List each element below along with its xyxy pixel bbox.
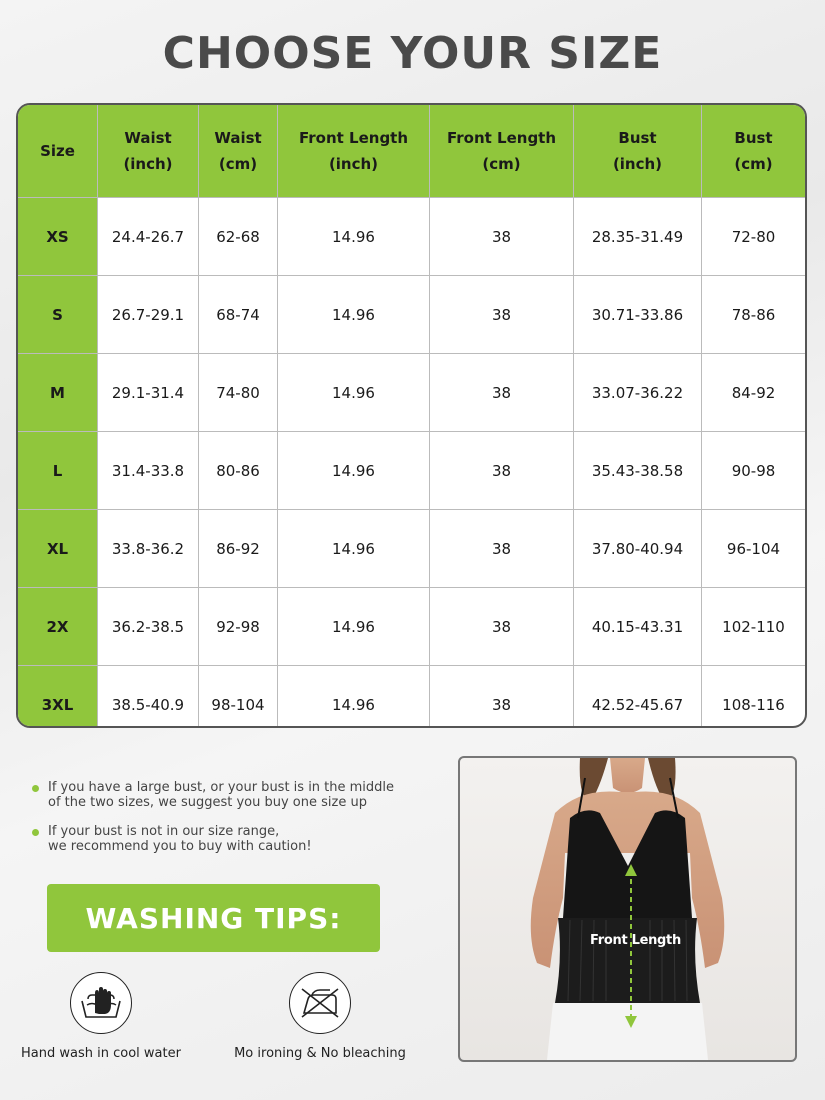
table-cell: 33.07-36.22 [574,354,702,432]
table-cell: 102-110 [702,588,806,666]
table-cell: 14.96 [278,588,430,666]
washing-tips-banner: WASHING TIPS: [47,884,380,952]
size-cell: XS [18,198,98,276]
table-cell: 28.35-31.49 [574,198,702,276]
hand-wash-label: Hand wash in cool water [21,1046,181,1061]
table-row [18,354,805,432]
table-cell: 62-68 [199,198,278,276]
table-cell: 42.52-45.67 [574,666,702,729]
size-tips [32,780,442,868]
no-iron-care [228,972,412,1061]
header-waist-inch: Waist (inch) [98,105,199,198]
table-cell: 74-80 [199,354,278,432]
table-cell: 38 [430,198,574,276]
table-row [18,432,805,510]
table-cell: 14.96 [278,510,430,588]
table-header-row [18,105,805,198]
bullet-icon [32,785,39,792]
tip-item [32,824,442,854]
table-cell: 38 [430,666,574,729]
tip-line: of the two sizes, we suggest you buy one size up [48,795,367,810]
hand-wash-icon [70,972,132,1034]
table-row [18,276,805,354]
no-iron-icon [289,972,351,1034]
header-front-length-cm: Front Length (cm) [430,105,574,198]
table-cell: 38 [430,432,574,510]
table-cell: 78-86 [702,276,806,354]
table-row [18,588,805,666]
table-cell: 35.43-38.58 [574,432,702,510]
tip-line: If your bust is not in our size range, [48,824,280,839]
table-cell: 14.96 [278,354,430,432]
table-cell: 38 [430,588,574,666]
table-cell: 108-116 [702,666,806,729]
page-title: CHOOSE YOUR SIZE [162,28,663,79]
table-cell: 98-104 [199,666,278,729]
size-cell: S [18,276,98,354]
table-cell: 38 [430,276,574,354]
front-length-label: Front Length [590,933,681,948]
table-cell: 29.1-31.4 [98,354,199,432]
header-size: Size [18,105,98,198]
size-chart-table [16,103,807,728]
hand-wash-care [18,972,184,1061]
table-cell: 31.4-33.8 [98,432,199,510]
table-cell: 36.2-38.5 [98,588,199,666]
table-cell: 14.96 [278,198,430,276]
table-cell: 96-104 [702,510,806,588]
no-iron-label: Mo ironing & No bleaching [234,1046,406,1061]
table-cell: 37.80-40.94 [574,510,702,588]
product-photo [458,756,797,1062]
size-cell: M [18,354,98,432]
table-cell: 84-92 [702,354,806,432]
tip-line: we recommend you to buy with caution! [48,839,312,854]
table-cell: 14.96 [278,276,430,354]
table-cell: 14.96 [278,666,430,729]
table-cell: 38.5-40.9 [98,666,199,729]
table-cell: 26.7-29.1 [98,276,199,354]
header-waist-cm: Waist (cm) [199,105,278,198]
header-bust-cm: Bust (cm) [702,105,806,198]
table-cell: 86-92 [199,510,278,588]
header-bust-inch: Bust (inch) [574,105,702,198]
table-cell: 30.71-33.86 [574,276,702,354]
size-cell: 3XL [18,666,98,729]
tip-line: If you have a large bust, or your bust is in the middle [48,780,395,795]
table-cell: 40.15-43.31 [574,588,702,666]
header-front-length-inch: Front Length (inch) [278,105,430,198]
table-row [18,666,805,729]
size-cell: 2X [18,588,98,666]
table-cell: 92-98 [199,588,278,666]
table-cell: 80-86 [199,432,278,510]
table-row [18,198,805,276]
table-cell: 14.96 [278,432,430,510]
model-illustration [460,758,795,1060]
table-row [18,510,805,588]
table-cell: 33.8-36.2 [98,510,199,588]
table-cell: 90-98 [702,432,806,510]
table-cell: 68-74 [199,276,278,354]
size-cell: L [18,432,98,510]
table-cell: 38 [430,510,574,588]
table-cell: 72-80 [702,198,806,276]
size-cell: XL [18,510,98,588]
bullet-icon [32,829,39,836]
tip-item [32,780,442,810]
table-cell: 24.4-26.7 [98,198,199,276]
table-cell: 38 [430,354,574,432]
